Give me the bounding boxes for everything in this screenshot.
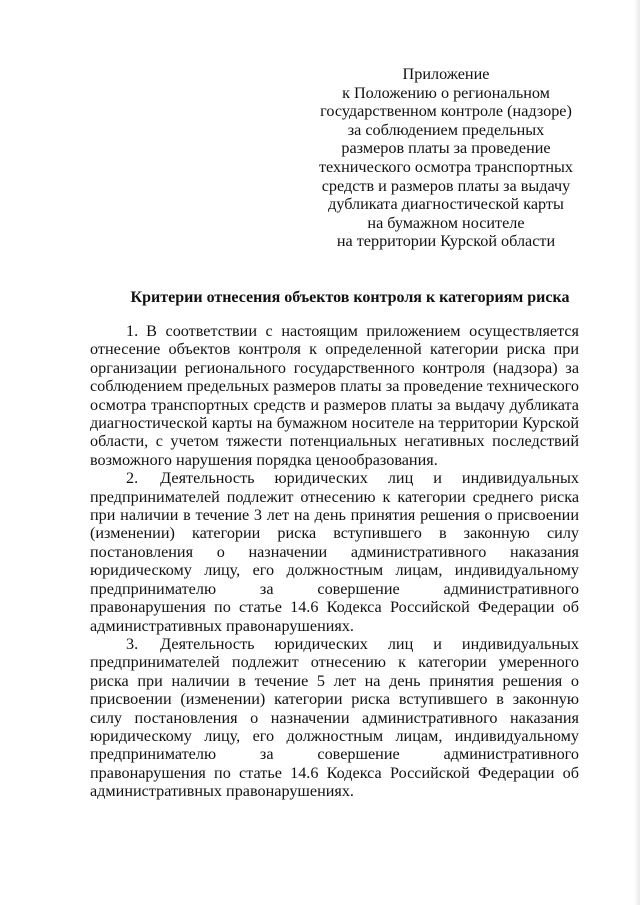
paragraph-number: 1. bbox=[126, 322, 139, 340]
paragraph-number: 2. bbox=[126, 469, 139, 488]
appendix-line: за соблюдением предельных bbox=[347, 120, 545, 139]
appendix-line: средств и размеров платы за выдачу bbox=[321, 176, 571, 195]
paragraph-text: В соответствии с настоящим приложением осуществляется отнесение объектов контроля к определенной категории риска при организации регионального государственного контроля (надзора) за соблюдением предельных размеров платы за проведение технического осмотра транспортных средств и размеров платы за выдачу дубликата диагностической карты на бумажном носителе на территории Курской области, с учетом тяжести потенциальных негативных последствий возможного нарушения порядка ценообразования. bbox=[90, 322, 579, 469]
appendix-line: технического осмотра транспортных bbox=[318, 157, 574, 176]
paragraph-text: Деятельность юридических лиц и индивидуальных предпринимателей подлежит отнесению к категории среднего риска при наличии в течение 3 лет на день принятия решения о присвоении (изменении) категории риска вступившего в законную силу постановления о назначении административного наказания юридическому лицу, его должностным лицам, индивидуальному предпринимателю за совершение административного правонарушения по статье 14.6 Кодекса Российской Федерации об административных правонарушениях. bbox=[90, 469, 579, 635]
appendix-line: к Положению о региональном bbox=[342, 83, 550, 102]
appendix-line: государственном контроле (надзоре) bbox=[320, 102, 572, 121]
paragraph bbox=[90, 322, 579, 469]
appendix-line: Приложение bbox=[402, 65, 490, 83]
paragraph-number: 3. bbox=[126, 634, 139, 653]
document-title: Критерии отнесения объектов контроля к категориям риска bbox=[130, 289, 570, 306]
appendix-line: на бумажном носителе bbox=[367, 213, 525, 232]
document-body bbox=[90, 322, 579, 801]
appendix-line: размеров платы за проведение bbox=[341, 139, 551, 158]
paragraph-text: Деятельность юридических лиц и индивидуальных предпринимателей подлежит отнесению к категории умеренного риска при наличии в течение 5 лет на день принятия решения о присвоении (изменении) категории риска вступившего в законную силу постановления о назначении административного наказания юридическому лицу, его должностным лицам, индивидуальному предпринимателю за совершение административного правонарушения по статье 14.6 Кодекса Российской Федерации об административных правонарушениях. bbox=[90, 634, 579, 801]
appendix-line: дубликата диагностической карты bbox=[328, 195, 564, 214]
page-edge-shadow bbox=[634, 0, 640, 905]
appendix-line: на территории Курской области bbox=[336, 232, 556, 251]
paragraph bbox=[90, 635, 579, 801]
appendix-header bbox=[318, 65, 574, 251]
paragraph bbox=[90, 469, 579, 635]
